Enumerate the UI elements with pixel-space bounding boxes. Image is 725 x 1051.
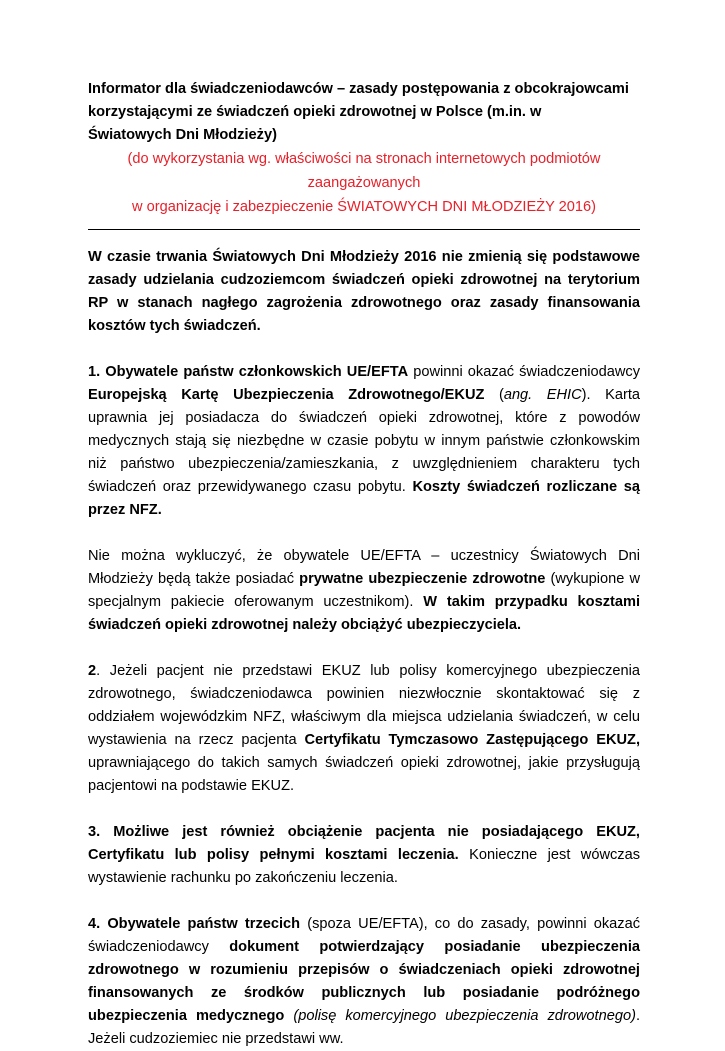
s2-text-2: uprawniającego do takich samych świadczeń opieki zdrowotnej, jakie przysługują pacjentowi na podstawie EKUZ. [88,755,640,794]
s1-bold-1: 1. Obywatele państw członkowskich UE/EFTA [88,364,409,380]
section-4-paragraph [88,913,640,1051]
s4-bold-1: 4. Obywatele państw trzecich [88,916,301,932]
s4-italic-1: (polisę komercyjnego ubezpieczenia zdrowotnego) [293,1008,636,1024]
s1b-text-2: (wykupione w specjalnym pakiecie oferowanym uczestnikom). [88,571,640,610]
s1-text-2: ( [484,387,504,403]
section-1-paragraph [88,361,640,522]
subtitle-line-2: w organizację i zabezpieczenie ŚWIATOWYCH DNI MŁODZIEŻY 2016) [132,199,596,215]
document-title [88,78,640,147]
lead-paragraph: W czasie trwania Światowych Dni Młodzieży 2016 nie zmienią się podstawowe zasady udzielania cudzoziemcom świadczeń opieki zdrowotnej na terytorium RP w stanach nagłego zagrożenia zdrowotnego oraz zasady finansowania kosztów tych świadczeń. [88,249,640,334]
s1-italic-1: ang. EHIC [503,387,582,403]
title-line-3: Światowych Dni Młodzieży) [88,127,277,143]
s4-text-3: . Jeżeli cudzoziemiec nie przedstawi ww. [88,1008,640,1047]
subtitle-line-1: (do wykorzystania wg. właściwości na stronach internetowych podmiotów zaangażowanych [127,151,601,191]
s1-text-3: ). Karta uprawnia jej posiadacza do świadczeń opieki zdrowotnej, które z powodów medycznych stają się niezbędne w czasie pobytu w innym państwie członkowskim niż państwo ubezpieczenia/zamieszkania, z uwzględnieniem charakteru tych świadczeń oraz przewidywanego czasu pobytu. [88,387,641,495]
title-line-2: korzystającymi ze świadczeń opieki zdrowotnej w Polsce (m.in. w [88,104,542,120]
s3-text-1: Konieczne jest wówczas wystawienie rachunku po zakończeniu leczenia. [88,847,640,886]
section-3-paragraph [88,821,640,890]
s1-text-1: powinni okazać świadczeniodawcy [408,364,640,380]
s2-text-1: . Jeżeli pacjent nie przedstawi EKUZ lub polisy komercyjnego ubezpieczenia zdrowotnego, świadczeniodawca powinien niezwłocznie skontaktować się z oddziałem wojewódzkim NFZ, właściwym dla miejsca udzielania świadczeń, w celu wystawienia na rzecz pacjenta [88,663,640,748]
title-line-1: Informator dla świadczeniodawców – zasady postępowania z obcokrajowcami [88,81,629,97]
s2-bold-1: 2 [88,663,97,679]
s1b-text-1: Nie można wykluczyć, że obywatele UE/EFTA – uczestnicy Światowych Dni Młodzieży będą także posiadać [88,548,640,587]
s4-text-1: (spoza UE/EFTA), co do zasady, powinni okazać świadczeniodawcy [88,916,640,955]
section-1b-paragraph [88,545,640,637]
s4-text-2 [284,1008,293,1024]
title-divider [88,229,640,230]
document-page [88,78,640,1051]
s1-bold-3: Koszty świadczeń rozliczane są przez NFZ. [88,479,640,518]
s1-bold-2: Europejską Kartę Ubezpieczenia Zdrowotnego/EKUZ [88,387,485,403]
s1b-bold-2: W takim przypadku kosztami świadczeń opieki zdrowotnej należy obciążyć ubezpieczyciela. [88,594,640,633]
s3-bold-1: 3. Możliwe jest również obciążenie pacjenta nie posiadającego EKUZ, Certyfikatu lub polisy pełnymi kosztami leczenia. [88,824,640,863]
document-subtitle [88,147,640,219]
s2-bold-2: Certyfikatu Tymczasowo Zastępującego EKUZ, [304,732,640,748]
s1b-bold-1: prywatne ubezpieczenie zdrowotne [299,571,546,587]
section-2-paragraph [88,660,640,798]
s4-bold-2: dokument potwierdzający posiadanie ubezpieczenia zdrowotnego w rozumieniu przepisów o świadczeniach opieki zdrowotnej finansowanych ze środków publicznych lub posiadanie podróżnego ubezpieczenia medycznego [88,939,640,1024]
